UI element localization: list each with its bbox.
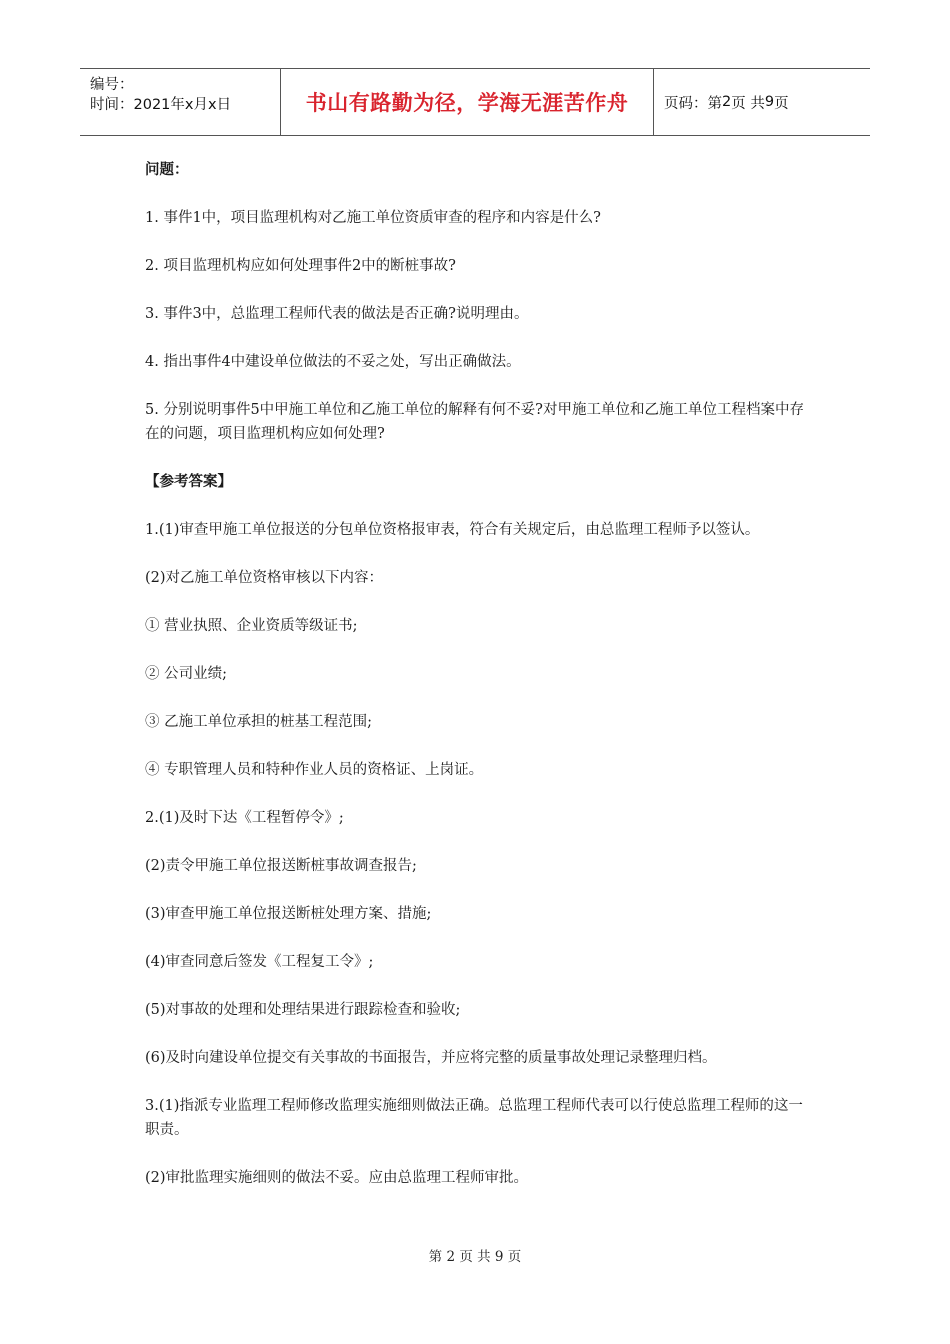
paragraph: 5. 分别说明事件5中甲施工单位和乙施工单位的解释有何不妥?对甲施工单位和乙施工单位工程档案中存在的问题，项目监理机构应如何处理? [145, 402, 804, 442]
paragraph: (4)审查同意后签发《工程复工令》; [145, 954, 374, 970]
document-body [145, 158, 815, 1214]
paragraph: 2. 项目监理机构应如何处理事件2中的断桩事故? [145, 258, 456, 274]
paragraph: 2.(1)及时下达《工程暂停令》; [145, 810, 344, 826]
paragraph: (3)审查甲施工单位报送断桩处理方案、措施; [145, 906, 432, 922]
paragraph: 1.(1)审查甲施工单位报送的分包单位资格报审表，符合有关规定后，由总监理工程师予以签认。 [145, 522, 760, 538]
page-code-suffix: 页 [774, 95, 789, 112]
paragraph: (2)审批监理实施细则的做法不妥。应由总监理工程师审批。 [145, 1170, 529, 1186]
section-title: 【参考答案】 [145, 474, 232, 490]
paragraph: 1. 事件1中，项目监理机构对乙施工单位资质审查的程序和内容是什么? [145, 210, 601, 226]
paragraph: ② 公司业绩; [145, 666, 227, 682]
paragraph: (2)责令甲施工单位报送断桩事故调查报告; [145, 858, 417, 874]
header-meta [80, 69, 281, 135]
number-label: 编号： [90, 77, 134, 93]
page-footer: 第 2 页 共 9 页 [428, 1249, 522, 1265]
page-code-current: 2 [722, 94, 732, 110]
page-code-mid: 页 共 [731, 95, 765, 112]
page-code-prefix: 页码：第 [664, 95, 722, 112]
header-motto: 书山有路勤为径，学海无涯苦作舟 [281, 69, 654, 135]
page-header [80, 68, 870, 136]
paragraph: 4. 指出事件4中建设单位做法的不妥之处，写出正确做法。 [145, 354, 521, 370]
page-code-total: 9 [764, 94, 775, 110]
time-label: 时间：2021年x月x日 [90, 97, 232, 113]
paragraph: (5)对事故的处理和处理结果进行跟踪检查和验收; [145, 1002, 461, 1018]
section-title: 问题： [145, 162, 189, 178]
paragraph: 3.(1)指派专业监理工程师修改监理实施细则做法正确。总监理工程师代表可以行使总监理工程师的这一职责。 [145, 1098, 803, 1138]
paragraph: ④ 专职管理人员和特种作业人员的资格证、上岗证。 [145, 762, 484, 778]
paragraph: (6)及时向建设单位提交有关事故的书面报告，并应将完整的质量事故处理记录整理归档。 [145, 1050, 717, 1066]
paragraph: (2)对乙施工单位资格审核以下内容： [145, 570, 384, 586]
header-page-code [654, 69, 870, 135]
paragraph: 3. 事件3中，总监理工程师代表的做法是否正确?说明理由。 [145, 306, 529, 322]
paragraph: ① 营业执照、企业资质等级证书; [145, 618, 358, 634]
paragraph: ③ 乙施工单位承担的桩基工程范围; [145, 714, 372, 730]
